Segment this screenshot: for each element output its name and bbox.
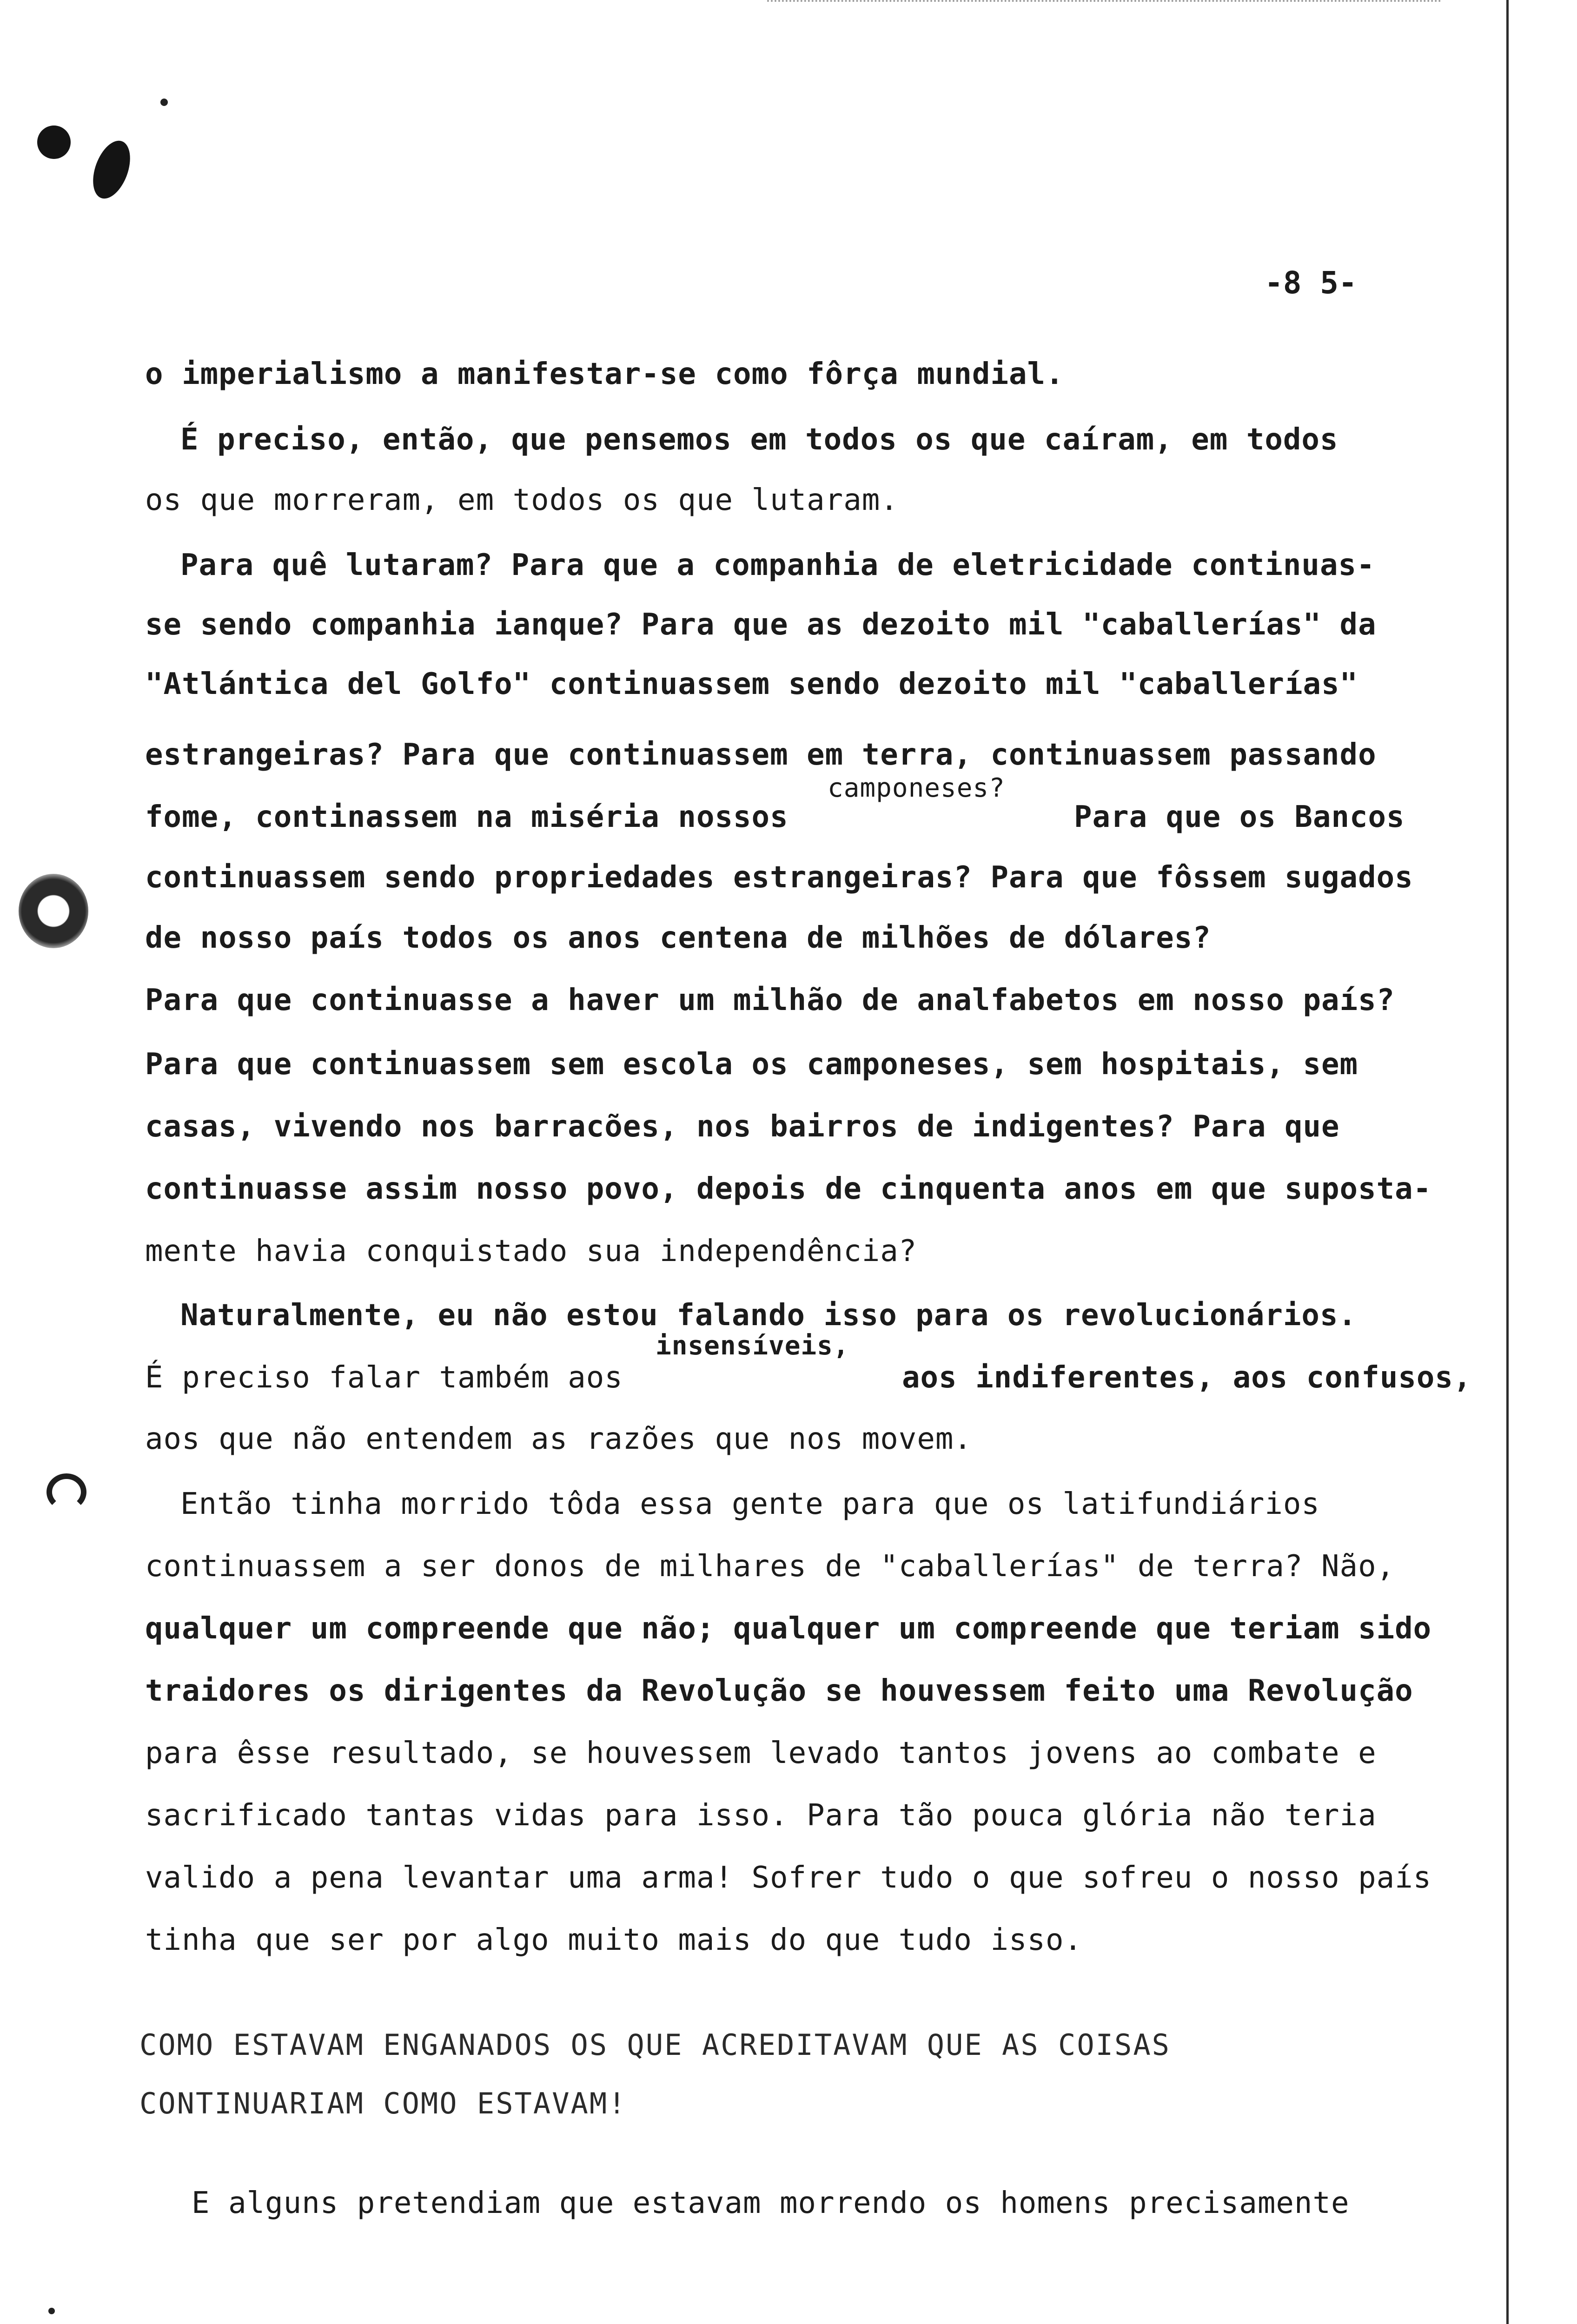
text-line: qualquer um compreende que não; qualquer um compreende que teriam sido bbox=[145, 1611, 1432, 1646]
interlinear-insertion: insensíveis, bbox=[656, 1331, 849, 1361]
text-line: mente havia conquistado sua independência? bbox=[145, 1234, 917, 1268]
right-margin-rule bbox=[1506, 0, 1509, 2324]
punch-hole-mark bbox=[19, 874, 88, 948]
text-line: de nosso país todos os anos centena de milhões de dólares? bbox=[145, 921, 1211, 955]
text-line: se sendo companhia ianque? Para que as dezoito mil "caballerías" da bbox=[145, 607, 1377, 642]
ink-dot bbox=[160, 99, 168, 106]
ink-blot bbox=[37, 125, 71, 159]
ink-dot bbox=[48, 2308, 55, 2314]
top-edge-dotted-line bbox=[767, 0, 1441, 2]
text-line: aos que não entendem as razões que nos movem. bbox=[145, 1422, 972, 1456]
text-line: E alguns pretendiam que estavam morrendo os homens precisamente bbox=[192, 2186, 1350, 2220]
text-line: Para que os Bancos bbox=[1074, 800, 1405, 834]
text-line: É preciso, então, que pensemos em todos os que caíram, em todos bbox=[180, 423, 1338, 457]
text-line: casas, vivendo nos barracões, nos bairros de indigentes? Para que bbox=[145, 1109, 1340, 1144]
interlinear-insertion: camponeses? bbox=[828, 773, 1005, 803]
text-line: traidores os dirigentes da Revolução se houvessem feito uma Revolução bbox=[145, 1674, 1413, 1708]
text-line: o imperialismo a manifestar-se como fôrça mundial. bbox=[145, 357, 1064, 391]
ink-blot bbox=[86, 136, 137, 204]
punch-hole-outline bbox=[46, 1473, 86, 1511]
text-line: valido a pena levantar uma arma! Sofrer tudo o que sofreu o nosso país bbox=[145, 1861, 1432, 1895]
text-line: sacrificado tantas vidas para isso. Para tão pouca glória não teria bbox=[145, 1798, 1377, 1833]
page-number: -8 5- bbox=[1265, 265, 1357, 301]
text-line: Para que continuasse a haver um milhão de analfabetos em nosso país? bbox=[145, 983, 1395, 1017]
text-line: para êsse resultado, se houvessem levado tantos jovens ao combate e bbox=[145, 1736, 1377, 1770]
text-line: Para que continuassem sem escola os camponeses, sem hospitais, sem bbox=[145, 1047, 1358, 1082]
text-line: tinha que ser por algo muito mais do que tudo isso. bbox=[145, 1923, 1083, 1957]
text-line: aos indiferentes, aos confusos, bbox=[902, 1360, 1472, 1395]
text-line: É preciso falar também aos bbox=[145, 1360, 623, 1395]
caps-heading-line: CONTINUARIAM COMO ESTAVAM! bbox=[139, 2086, 627, 2120]
text-line: continuasse assim nosso povo, depois de cinquenta anos em que suposta- bbox=[145, 1172, 1432, 1206]
text-line: Então tinha morrido tôda essa gente para que os latifundiários bbox=[180, 1487, 1320, 1521]
text-line: Naturalmente, eu não estou falando isso para os revolucionários. bbox=[180, 1298, 1357, 1333]
text-line: fome, continassem na miséria nossos bbox=[145, 800, 788, 834]
text-line: estrangeiras? Para que continuassem em terra, continuassem passando bbox=[145, 738, 1377, 772]
text-line: continuassem a ser donos de milhares de "caballerías" de terra? Não, bbox=[145, 1549, 1395, 1584]
text-line: continuassem sendo propriedades estrangeiras? Para que fôssem sugados bbox=[145, 860, 1413, 895]
caps-heading-line: COMO ESTAVAM ENGANADOS OS QUE ACREDITAVAM QUE AS COISAS bbox=[139, 2028, 1171, 2062]
text-line: "Atlántica del Golfo" continuassem sendo dezoito mil "caballerías" bbox=[145, 667, 1358, 701]
text-line: os que morreram, em todos os que lutaram. bbox=[145, 483, 899, 517]
text-line: Para quê lutaram? Para que a companhia de eletricidade continuas- bbox=[180, 548, 1375, 582]
